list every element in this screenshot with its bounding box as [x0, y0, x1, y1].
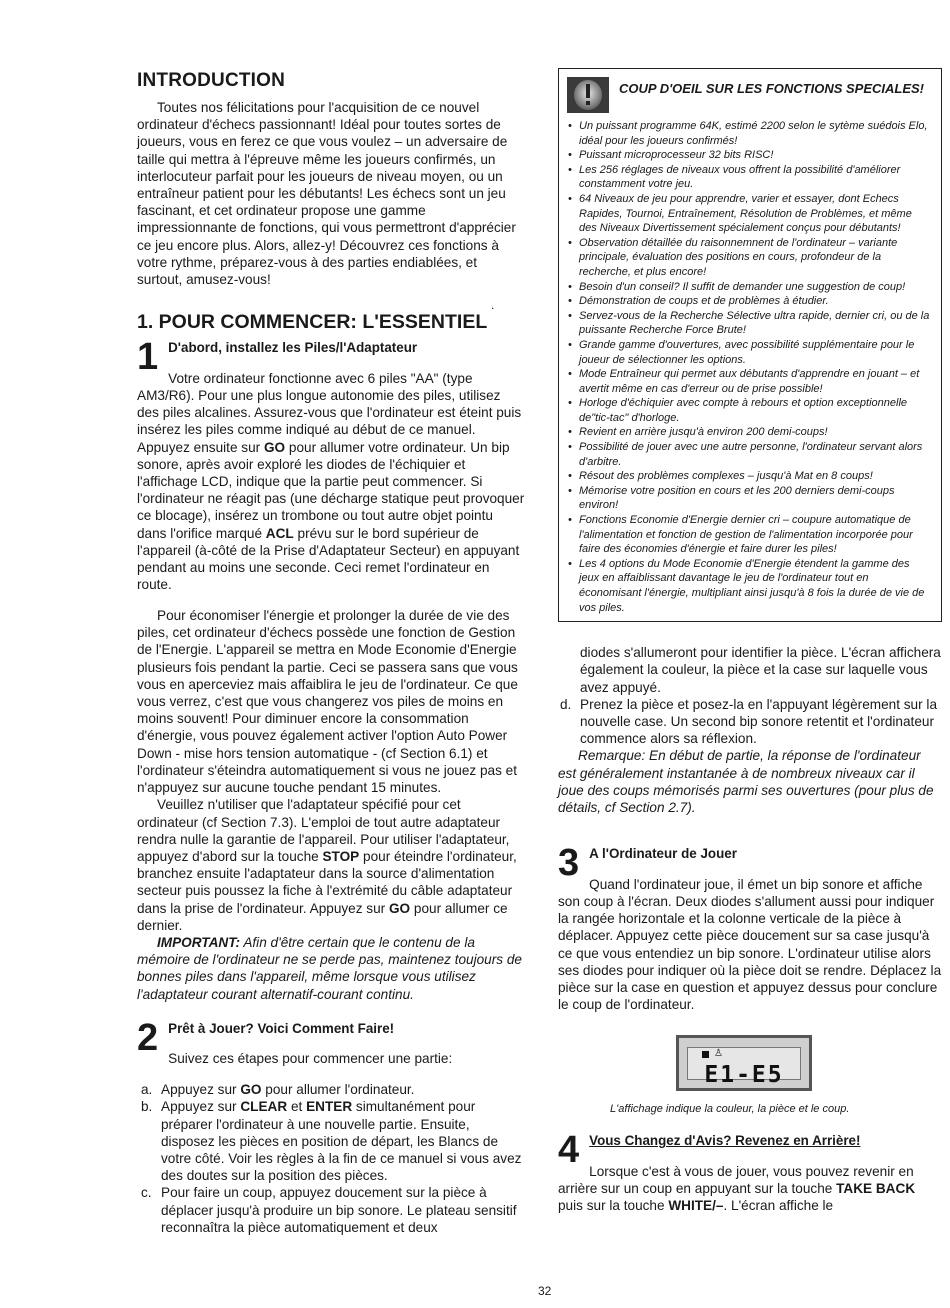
step-title: Vous Changez d'Avis? Revenez en Arrière! [589, 1133, 861, 1149]
step-number: 1 [137, 336, 159, 379]
step-title: Prêt à Jouer? Voici Comment Faire! [168, 1020, 395, 1036]
lcd-display-figure [676, 1035, 816, 1091]
feature-bullet: • Revient en arrière jusqu'à environ 200 demi-coups! [567, 425, 931, 440]
list-label: d. [560, 696, 572, 712]
text-run: prévu sur le bord supérieur de l'appareil (à-côté de la Prise d'Adaptateur Secteur) en appuyant pendant au moins une seconde. Ceci remet l'ordinateur en route. [137, 525, 520, 593]
key-go: GO [388, 900, 411, 916]
box-title: COUP D'OEIL SUR LES FONCTIONS SPECIALES! [619, 81, 925, 96]
step-2-list [137, 1081, 525, 1236]
list-item [137, 1098, 525, 1184]
right-column [558, 68, 942, 1228]
feature-bullet: • Fonctions Economie d'Energie dernier cri – coupure automatique de l'alimentation et fonction de gestion de l'alimentation incorporée pour faire des économies d'énergie et faire durer les piles! [567, 513, 931, 557]
important-text: Afin d'être certain que le contenu de la mémoire de l'ordinateur ne se perde pas, maintenez toujours de bonnes piles dans l'appareil, même lorsque vous utilisez l'adaptateur courant alternatif-courant continu. [137, 934, 522, 1002]
step-2-continued [558, 644, 942, 816]
pawn-icon: ♙ [714, 1048, 723, 1060]
feature-list [567, 119, 931, 615]
text-run: Lorsque c'est à vous de jouer, vous pouvez revenir en arrière sur un coup en appuyant sur la touche [558, 1164, 914, 1197]
important-label: IMPORTANT: [157, 934, 241, 950]
feature-bullet: • Observation détaillée du raisonnemnent de l'ordinateur – variante principale, évaluation des positions en cours, profondeur de la recherche, et plus encore! [567, 236, 931, 280]
feature-bullet: • Servez-vous de la Recherche Sélective ultra rapide, dernier cri, ou de la puissante Recherche Force Brute! [567, 309, 931, 338]
feature-bullet: • Résout des problèmes complexes – jusqu'à Mat en 8 coups! [567, 469, 931, 484]
step-title: A l'Ordinateur de Jouer [589, 846, 737, 862]
feature-bullet: • Puissant microprocesseur 32 bits RISC! [567, 148, 931, 163]
key-go: GO [240, 1082, 262, 1098]
feature-bullet: • Possibilité de jouer avec une autre personne, l'ordinateur servant alors d'arbitre. [567, 440, 931, 469]
step-1-paragraph-1 [137, 370, 525, 594]
step-2 [137, 1016, 525, 1236]
text-run: pour éteindre l'ordinateur, branchez ensuite l'adaptateur dans la source d'alimentation secteur puis poussez la fiche à l'extrémité du câble adaptateur dans la prise de l'ordinateur. Appuyez sur [137, 848, 517, 916]
feature-bullet: • 64 Niveaux de jeu pour apprendre, varier et essayer, dont Echecs Rapides, Tournoi, Entraînement, Résolution de Problèmes, et même des Niveaux Divertissement spécialement conçus pour débutants! [567, 192, 931, 236]
step-title: D'abord, installez les Piles/l'Adaptateur [168, 340, 418, 356]
exclamation-icon [567, 77, 609, 113]
lcd-display [676, 1035, 812, 1091]
step-3 [558, 842, 942, 1116]
step-2-c-continued: diodes s'allumeront pour identifier la pièce. L'écran affichera également la couleur, la pièce et la case sur laquelle vous avez appuyé. [580, 645, 941, 695]
feature-bullet: • Mémorise votre position en cours et les 200 derniers demi-coups environ! [567, 484, 931, 513]
step-4-paragraph [558, 1163, 942, 1215]
step-1-paragraph-2: Pour économiser l'énergie et prolonger la durée de vie des piles, cet ordinateur d'échecs possède une fonction de Gestion de l'Energie. L'appareil se mettra en Mode Economie d'Energie plusieurs fois pendant la partie. Ceci se passera sans que vous vous en aperceviez mais affaiblira le jeu de l'ordinateur. Ce que vous verrez, c'est que vous changerez vos piles de moins en moins souvent! Pour diminuer encore la consommation d'énergie, vous pouvez également activer l'option Auto Power Down - mise hors tension automatique - (cf Section 6.1) et l'ordinateur s'éteindra automatiquement si vous ne jouez pas et n'appuyez sur aucune touche pendant 15 minutes. [137, 608, 518, 796]
feature-bullet: • Démonstration de coups et de problèmes à étudier. [567, 294, 931, 309]
section-heading: 1. POUR COMMENCER: L'ESSENTIEL [137, 311, 488, 334]
key-go: GO [263, 439, 286, 455]
step-3-paragraph: Quand l'ordinateur joue, il émet un bip sonore et affiche son coup à l'écran. Deux diodes s'allument aussi pour indiquer la rangée horizontale et la colonne verticale de la pièce à déplacer. Appuyez cette pièce doucement sur sa case jusqu'à ce que vous entendiez un bip sonore. L'ordinateur utilise alors ses diodes pour indiquer où la pièce doit se rendre. Déplacez la pièce sur la case en question et appuyez dessus pour conclure le coup de l'ordinateur. [558, 876, 942, 1013]
text-run: pour allumer l'ordinateur. [261, 1082, 415, 1098]
step-1-paragraph-3 [137, 796, 525, 934]
step-2-intro: Suivez ces étapes pour commencer une partie: [168, 1051, 453, 1067]
text-run: puis sur la touche [558, 1198, 669, 1214]
remark-note: Remarque: En début de partie, la réponse de l'ordinateur est généralement instantanée à de nombreux niveaux car il joue des coups mémorisés parmi ses ouvertures (pour plus de détails, cf Section 2.7). [558, 748, 934, 816]
text-run: et [287, 1099, 307, 1115]
important-note [137, 934, 525, 1003]
step-number: 2 [137, 1016, 159, 1059]
intro-paragraph: Toutes nos félicitations pour l'acquisition de ce nouvel ordinateur d'échecs passionnant! Idéal pour toutes sortes de joueurs, vous en ferez ce que vous voulez – un adversaire de taille qui mettra à l'épreuve même les joueurs confirmés, un interlocuteur parfait pour les joueurs de niveau moyen, ou un entraîneur patient pour les débutants! Les échecs sont un jeu fascinant, et cet ordinateur propose une gamme impressionnante de fonctions, qui vous permettront d'apprécier ce jeu encore plus. Alors, allez-y! Découvrez ces fonctions à votre rythme, préparez-vous à des parties endiablées, et surtout, amusez-vous! [137, 100, 516, 288]
feature-bullet: • Horloge d'échiquier avec compte à rebours et option exceptionnelle de"tic-tac" d'horloge. [567, 396, 931, 425]
list-label: b. [141, 1099, 153, 1115]
text-run: Appuyez sur [161, 1082, 241, 1098]
feature-bullet: • Besoin d'un conseil? Il suffit de demander une suggestion de coup! [567, 280, 931, 295]
figure-caption: L'affichage indique la couleur, la pièce et le coup. [610, 1103, 850, 1116]
list-item [137, 1184, 525, 1236]
stray-mark: . [491, 298, 495, 312]
text-run: Prenez la pièce et posez-la en l'appuyant légèrement sur la nouvelle case. Un second bip sonore retentit et l'ordinateur commence alors sa réflexion. [580, 696, 938, 747]
list-item [558, 696, 942, 748]
list-label: a. [141, 1082, 153, 1098]
lcd-screen [687, 1047, 801, 1089]
text-run: Appuyez sur [161, 1099, 241, 1115]
feature-bullet: • Les 4 options du Mode Economie d'Energie étendent la gamme des jeux en affaiblissant davantage le jeu de l'ordinateur tout en économisant l'énergie, multipliant ainsi jusqu'à 8 fois la durée de vie de vos piles. [567, 557, 931, 615]
text-run: pour allumer votre ordinateur. Un bip sonore, après avoir exploré les diodes de l'échiquier et l'affichage LCD, indique que la partie peut commencer. Si l'ordinateur ne réagit pas (une décharge statique peut provoquer ce blocage), insérez un trombone ou tout autre objet pointu dans l'orifice marqué [137, 439, 525, 541]
text-run: pour allumer ce dernier. [137, 900, 508, 933]
list-item [137, 1081, 525, 1098]
color-indicator-icon [702, 1051, 709, 1058]
list-label: c. [141, 1185, 152, 1201]
key-clear: CLEAR [240, 1099, 288, 1115]
step-1 [137, 336, 525, 1003]
key-enter: ENTER [306, 1099, 353, 1115]
step-number: 3 [558, 842, 580, 885]
page-number: 32 [538, 1284, 552, 1298]
feature-bullet: • Mode Entraîneur qui permet aux débutants d'apprendre en jouant – et avertit même en cas d'erreur ou de prise possible! [567, 367, 931, 396]
feature-bullet: • Les 256 réglages de niveaux vous offrent la possibilité d'améliorer constamment votre jeu. [567, 163, 931, 192]
text-run: Veuillez n'utiliser que l'adaptateur spécifié pour cet ordinateur (cf Section 7.3). L'emploi de tout autre adaptateur rendra nulle la garantie de l'appareil. Pour utiliser l'adaptateur, appuyez d'abord sur la touche [137, 797, 510, 864]
intro-heading: INTRODUCTION [137, 70, 286, 91]
key-stop: STOP [322, 848, 360, 864]
text-run: Votre ordinateur fonctionne avec 6 piles "AA" (type AM3/R6). Pour une plus longue autonomie des piles, utilisez des piles alcalines. Assurez-vous que l'ordinateur est éteint puis insérez les piles comme indiqué au début de ce manuel. Appuyez ensuite sur [137, 370, 522, 455]
text-run: simultanément pour préparer l'ordinateur à une nouvelle partie. Ensuite, disposez les pièces en position de départ, les Blancs de votre côté. Voir les règles à la fin de ce manuel si vous avez des doutes sur la position des pièces. [161, 1099, 522, 1184]
left-column [137, 70, 525, 1236]
feature-bullet: • Un puissant programme 64K, estimé 2200 selon le sytème suédois Elo, idéal pour les joueurs confirmés! [567, 119, 931, 148]
key-white: WHITE/– [668, 1198, 724, 1214]
key-take-back: TAKE BACK [836, 1181, 916, 1197]
special-features-box [558, 68, 942, 622]
box-header [567, 77, 931, 113]
text-run: Pour faire un coup, appuyez doucement sur la pièce à déplacer jusqu'à produire un bip sonore. Le plateau sensitif reconnaîtra la pièce automatiquement et deux [161, 1185, 517, 1235]
lcd-move-text: E1-E5 [704, 1062, 784, 1089]
text-run: . L'écran affiche le [723, 1198, 834, 1214]
step-4 [558, 1129, 942, 1214]
step-number: 4 [558, 1129, 580, 1172]
key-acl: ACL [265, 525, 294, 541]
step-2-list-continued [558, 696, 942, 748]
feature-bullet: • Grande gamme d'ouvertures, avec possibilité supplémentaire pour le joueur de sélectionner les options. [567, 338, 931, 367]
